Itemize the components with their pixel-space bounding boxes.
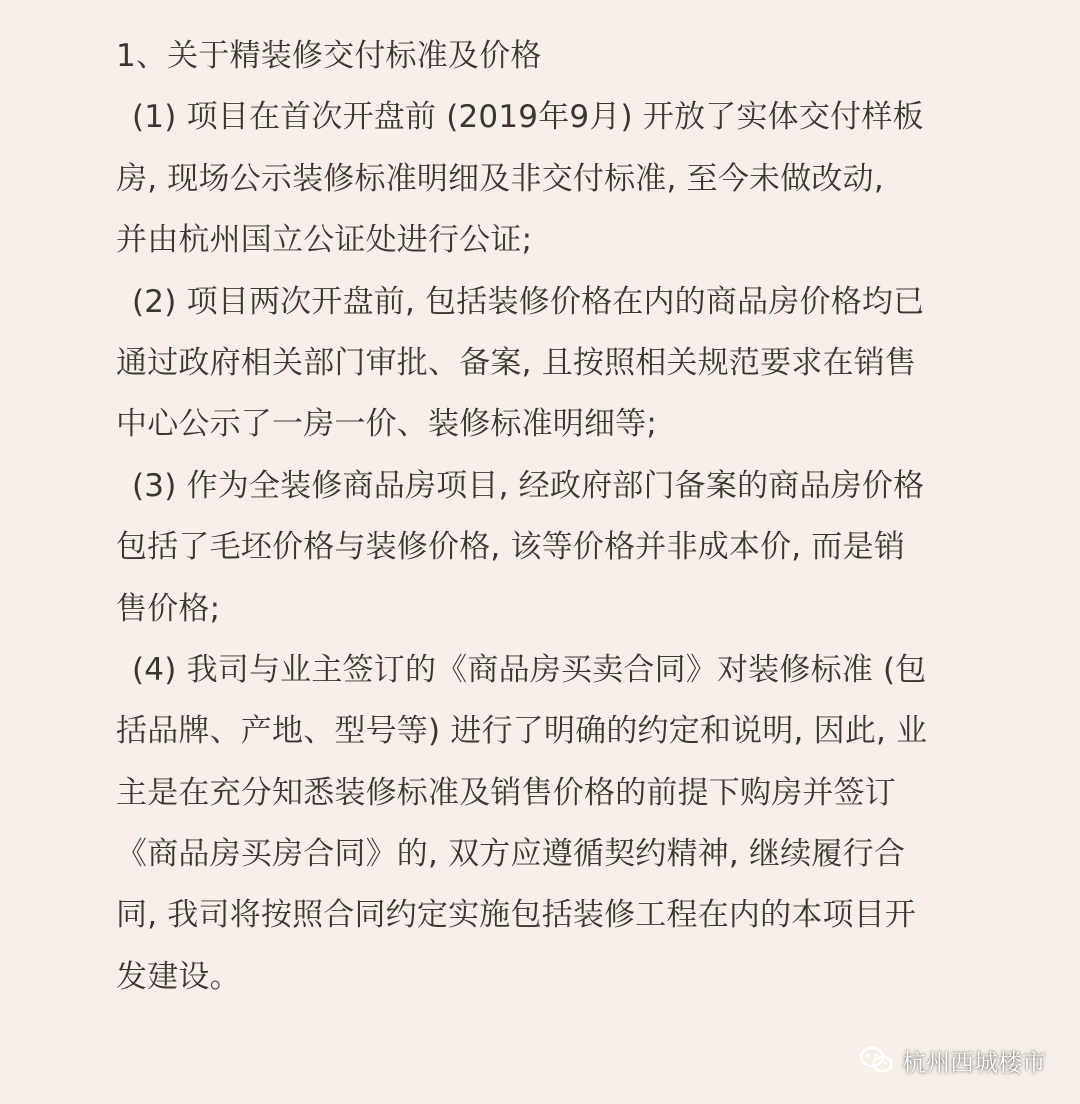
watermark	[858, 1043, 1046, 1078]
paragraph-2-line-3: 中心公示了一房一价、装修标准明细等;	[116, 406, 658, 443]
paragraph-3-line-1: (3) 作为全装修商品房项目, 经政府部门备案的商品房价格	[132, 467, 925, 504]
paragraph-1-line-3: 并由杭州国立公证处进行公证;	[116, 222, 533, 259]
paragraph-4-line-2: 括品牌、产地、型号等) 进行了明确的约定和说明, 因此, 业	[116, 713, 928, 750]
paragraph-4-line-4: 《商品房买房合同》的, 双方应遵循契约精神, 继续履行合	[116, 836, 906, 873]
document-body	[116, 26, 996, 1008]
paragraph-3-line-3: 售价格;	[116, 590, 221, 627]
watermark-text: 杭州西城楼市	[902, 1049, 1046, 1077]
paragraph-3-line-2: 包括了毛坯价格与装修价格, 该等价格并非成本价, 而是销	[116, 529, 906, 566]
paragraph-4-line-1: (4) 我司与业主签订的《商品房买卖合同》对装修标准 (包	[132, 651, 927, 688]
section-heading: 1、关于精装修交付标准及价格	[116, 38, 542, 74]
wechat-icon	[858, 1045, 896, 1077]
paragraph-2-line-2: 通过政府相关部门审批、备案, 且按照相关规范要求在销售	[116, 344, 917, 381]
paragraph-1-line-2: 房, 现场公示装修标准明细及非交付标准, 至今未做改动,	[116, 160, 884, 197]
paragraph-2-line-1: (2) 项目两次开盘前, 包括装修价格在内的商品房价格均已	[132, 283, 925, 320]
paragraph-1-line-1: (1) 项目在首次开盘前 (2019年9月) 开放了实体交付样板	[132, 99, 924, 136]
paragraph-4-line-5: 同, 我司将按照合同约定实施包括装修工程在内的本项目开	[116, 897, 917, 934]
paragraph-4-line-6: 发建设。	[116, 958, 241, 995]
paragraph-4-line-3: 主是在充分知悉装修标准及销售价格的前提下购房并签订	[116, 774, 896, 811]
